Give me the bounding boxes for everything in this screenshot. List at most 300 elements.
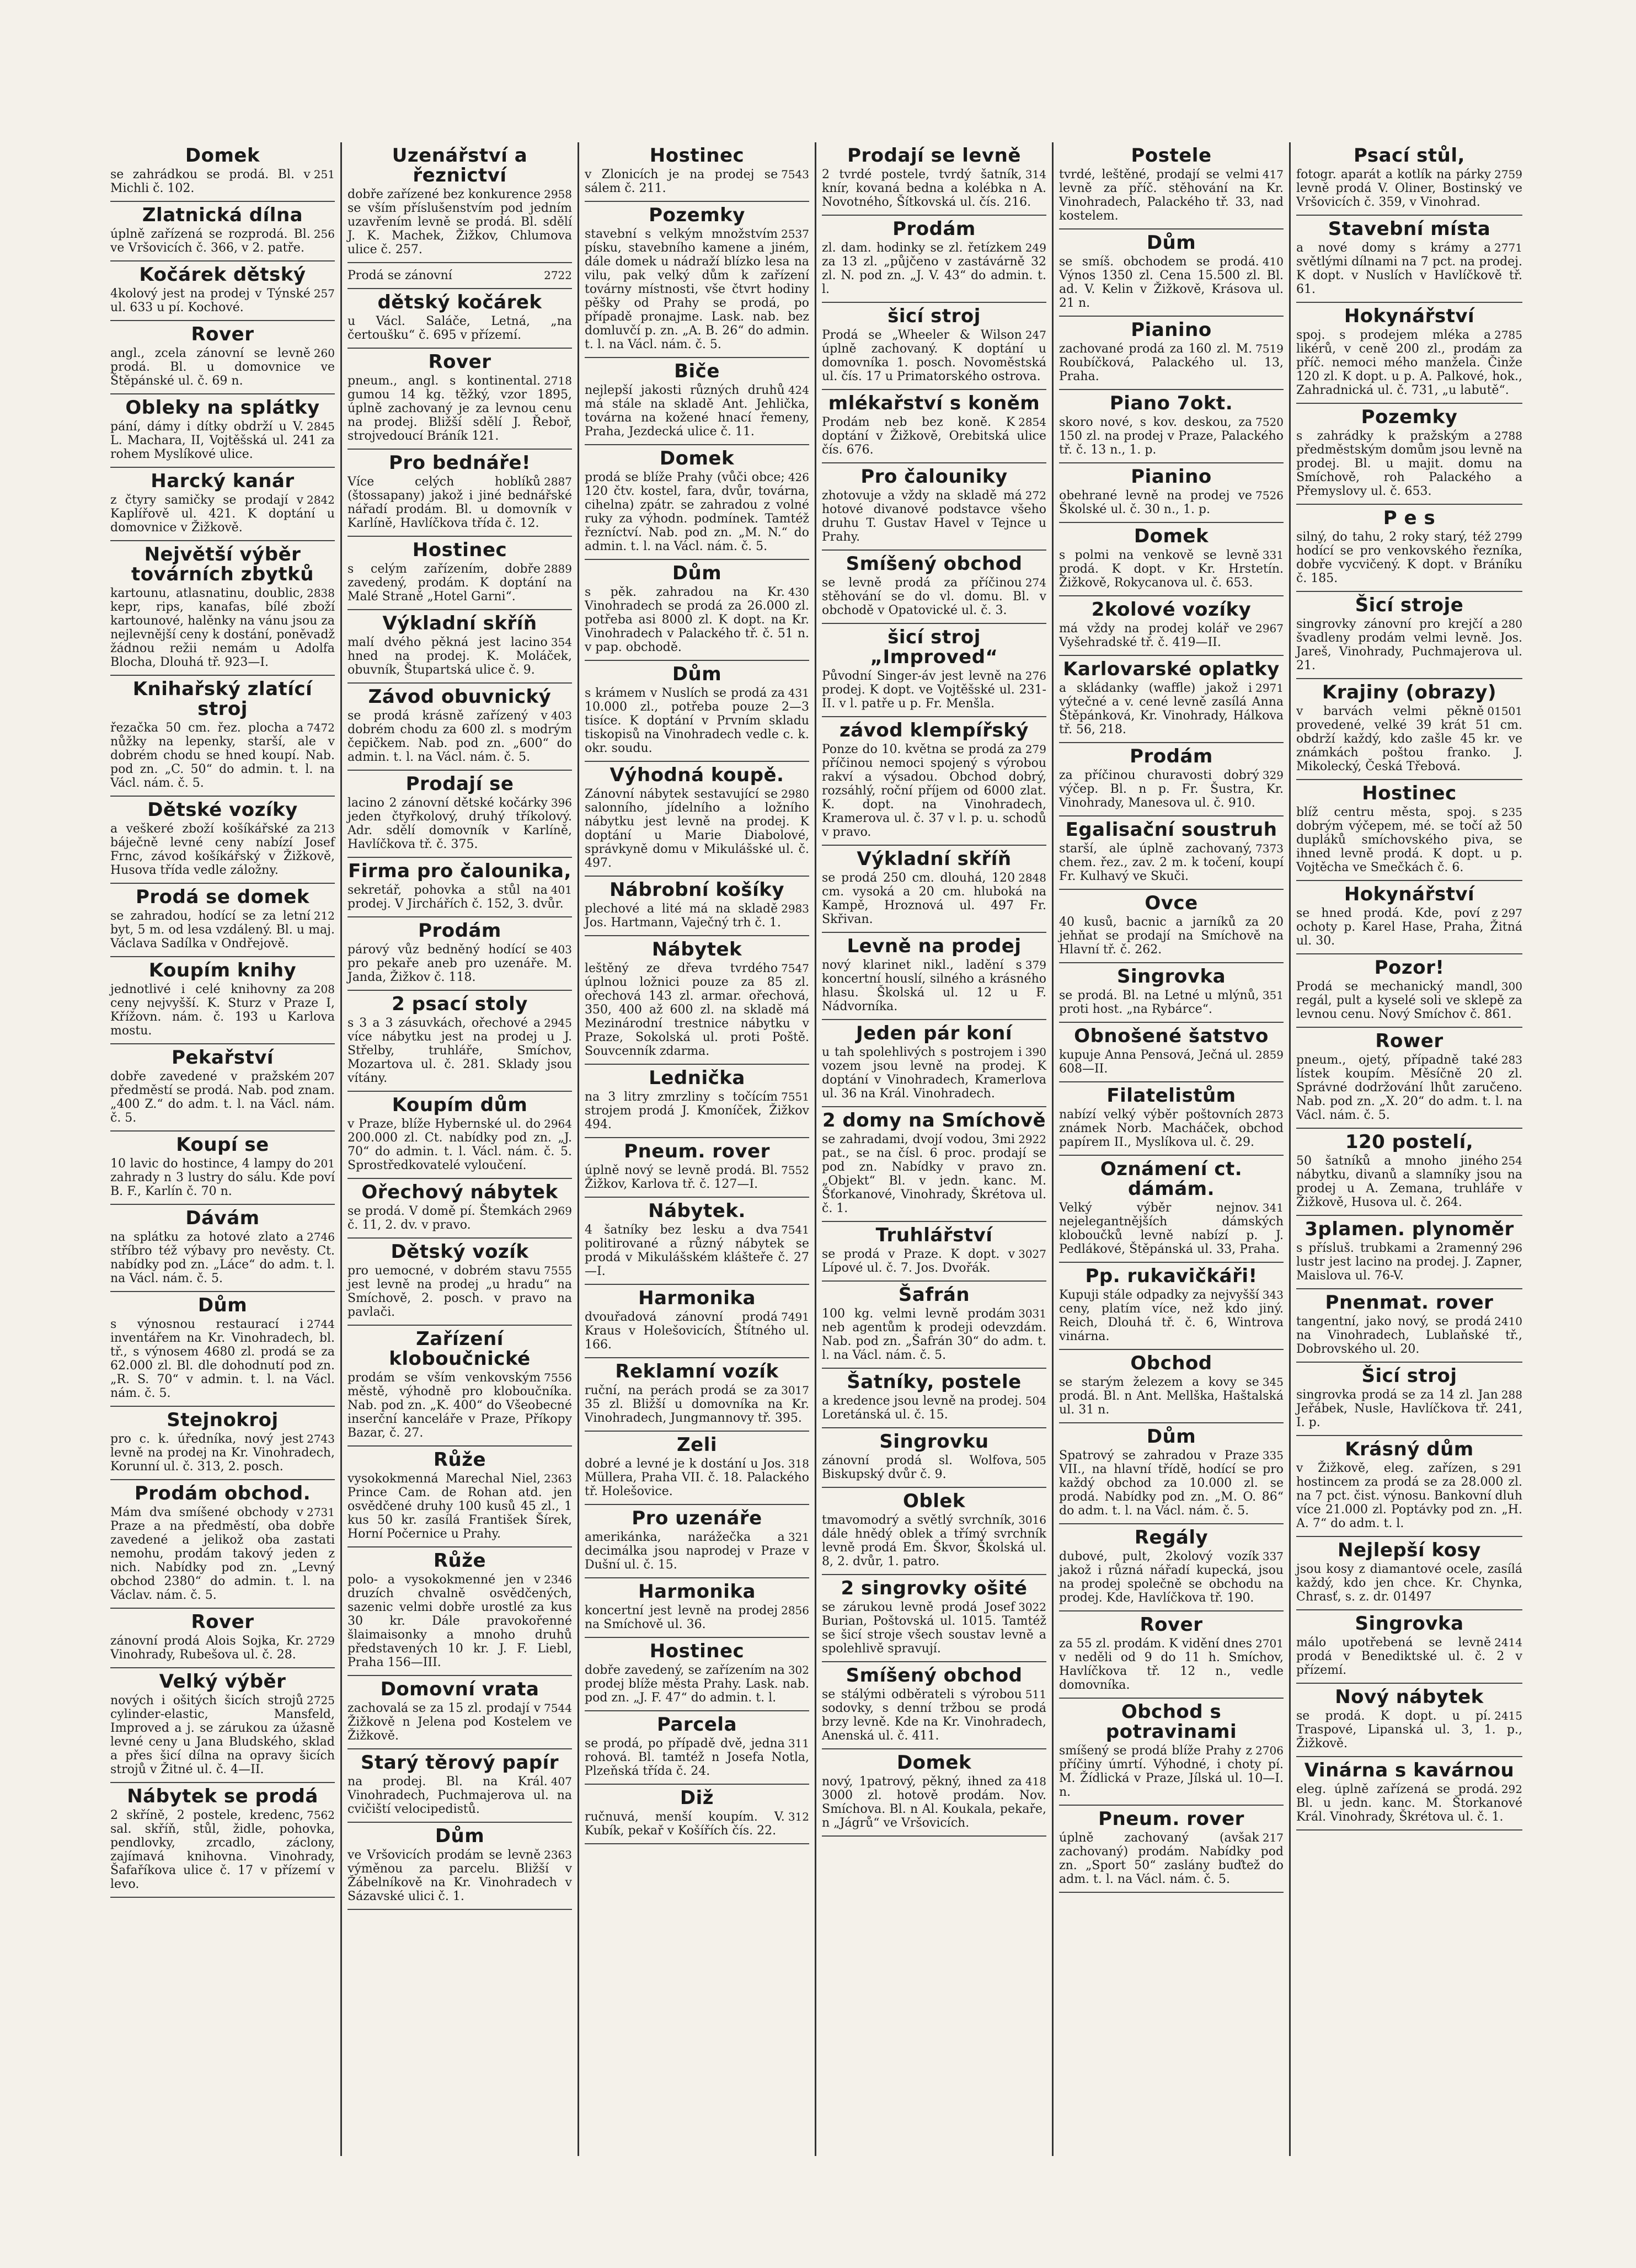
ad-title: Rover <box>1140 1614 1203 1636</box>
ad-number: 7491 <box>781 1310 809 1324</box>
ad-text: prodá se blíže Prahy (vůči obce; 120 čtv. kostel, fara, dvůr, továrna, cihelna) zpátr. se zahradou z volné ruky za výhodn. podmínek. Tamtéž řezníctví. Nab. pod zn. „M. N.“ do admin. t. l. na Václ. nám. č. 5. <box>585 471 809 553</box>
ad-number: 2958 <box>544 188 572 201</box>
ad-text: dobře zavedený, se zařízením na prodej blíže města Prahy. Lask. nab. pod zn. „J. F. 47“ do admin. t. l. <box>585 1663 809 1705</box>
ad-body <box>1059 915 1284 957</box>
ad-text: s zahrádky k pražským a předměstským domům jsou levně na prodej. Bl. u majit. domu na Smíchově, roh Palackého a Přemyslovy ul. č. 653. <box>1296 429 1522 498</box>
ad-title: 2kolové vozíky <box>1091 599 1252 621</box>
ad-title: Prodá se domek <box>135 886 310 908</box>
ad-number: 274 <box>1025 576 1046 589</box>
ad-body <box>347 943 572 984</box>
ad-title: Smíšený obchod <box>846 1664 1023 1687</box>
ad-title: Piano 7okt. <box>1109 392 1233 414</box>
ad-title: Oblek <box>902 1490 966 1512</box>
ad-number: 2415 <box>1494 1709 1522 1722</box>
ad-title: Dům <box>1146 232 1196 254</box>
classified-ad <box>822 1575 1046 1662</box>
ad-body <box>585 962 809 1058</box>
ad-text: pneum., ojetý, případně také lístek koupím. Měsíčně 20 zl. Správné dodržování lhůt zaručeno. Nab. pod zn. „X. 20“ do adm. t. l. na Václ. nám. č. 5. <box>1296 1053 1522 1122</box>
ad-body <box>822 1454 1046 1481</box>
column-5 <box>1054 142 1291 2156</box>
ad-number: 2854 <box>1018 415 1046 429</box>
ad-text: vysokokmenná Marechal Niel, Prince Cam. de Rohan atd. jen osvědčené druhy 100 kusů 45 zl., 1 kus 50 kr. zasílá František Šírek, Horní Počernice u Prahy. <box>347 1472 572 1541</box>
ad-title: Egalisační soustruh <box>1065 819 1277 841</box>
ad-number: 331 <box>1262 548 1284 562</box>
classified-ad <box>110 1783 335 1898</box>
ad-body <box>585 1310 809 1352</box>
ad-number: 2859 <box>1255 1048 1284 1061</box>
ad-text: se prodá krásně zařízený v dobrém chodu za 600 zl. s modrým čepičkem. Nab. pod zn. „600“ do admin. t. l. na Václ. nám. č. 5. <box>347 709 572 764</box>
ad-body <box>822 328 1046 383</box>
ad-number: 2785 <box>1494 328 1522 341</box>
ad-text: prodám se vším venkovským městě, výhodně pro kloboučníka. Nab. pod zn. „K. 400“ do Všeobecné inserční kanceláře v Praze, Příkopy Bazar, č. 27. <box>347 1371 572 1440</box>
ad-text: dobře zavedené v pražském předměstí se prodá. Nab. pod znam. „400 Z.“ do adm. t. l. na Václ. nám. č. 5. <box>110 1070 335 1125</box>
ad-title: Psací stůl, <box>1354 145 1465 167</box>
ad-number: 2744 <box>307 1317 335 1331</box>
ad-title: Pozor! <box>1374 957 1445 979</box>
ad-title: 2 singrovky ošité <box>841 1577 1028 1599</box>
ad-number: 2718 <box>544 374 572 387</box>
ad-number: 7562 <box>307 1808 335 1822</box>
classified-ad <box>347 1239 572 1326</box>
ad-body <box>347 269 572 282</box>
ad-title: Pianino <box>1131 319 1212 341</box>
ad-body <box>585 471 809 553</box>
ad-text: s přísluš. trubkami a 2ramenný lustr jest lacino na prodej. J. Zapner, Maislova ul. 76-V. <box>1296 1241 1522 1283</box>
ad-number: 417 <box>1262 168 1284 181</box>
ad-body <box>347 709 572 764</box>
ad-text: úplně zařízená se rozprodá. Bl. ve Vršovicích č. 366, v 2. patře. <box>110 227 311 255</box>
ad-number: 424 <box>788 383 809 397</box>
ad-number: 2725 <box>307 1694 335 1707</box>
ad-text: zachovalá se za 15 zl. prodají v Žižkově n Jelena pod Kostelem ve Žižkově. <box>347 1701 572 1743</box>
ad-text: 4 šatníky bez lesku a dva politirované a různý nábytek se prodá v Mikulášském klášteře č. 27—I. <box>585 1223 809 1278</box>
ad-number: 401 <box>550 883 572 896</box>
ad-text: eleg. úplně zařízená se prodá. Bl. u jedn. kanc. M. Štorkanové Král. Vinohrady, Škrétova ul. č. 1. <box>1296 1783 1522 1824</box>
classified-ad <box>347 991 572 1092</box>
ad-body <box>822 1247 1046 1275</box>
ad-title: Obchod <box>1130 1352 1212 1374</box>
ad-number: 260 <box>313 346 335 360</box>
classified-ad <box>110 262 335 321</box>
ad-body <box>1059 548 1284 590</box>
ad-title: Výhodná koupě. <box>610 764 784 786</box>
ad-number: 276 <box>1025 669 1046 682</box>
ad-text: Prodá se zánovní <box>347 269 452 282</box>
ad-title: Hostinec <box>412 539 507 561</box>
ad-body <box>347 1264 572 1319</box>
ad-title: mlékařství s koněm <box>828 392 1040 414</box>
ad-body <box>110 1070 335 1125</box>
ad-number: 292 <box>1501 1783 1522 1796</box>
ad-text: obehrané levně na prodej ve Školské ul. č. 30 n., 1. p. <box>1059 489 1253 516</box>
classified-ad <box>347 610 572 684</box>
ad-text: v Žižkově, eleg. zařízen, s hostincem za prodá se za 28.000 zl. na 7 pct. čist. výnosu. Bankovní dluh více 21.000 zl. Poptávky pod zn. „H. A. 7“ do adm. t. l. <box>1296 1461 1522 1530</box>
classified-ad <box>1296 142 1522 216</box>
ad-number: 351 <box>1262 989 1284 1002</box>
ad-title: Kočárek dětský <box>139 264 306 286</box>
classified-ad <box>1296 303 1522 404</box>
ad-title: Regály <box>1134 1527 1209 1549</box>
classified-ad <box>1059 142 1284 230</box>
ad-body <box>110 493 335 535</box>
classified-ad <box>110 1668 335 1783</box>
ad-title: Zlatnická dílna <box>142 204 303 226</box>
classified-ad <box>1296 881 1522 954</box>
ad-number: 2346 <box>544 1573 572 1586</box>
classified-ad <box>347 263 572 289</box>
ad-title: Truhlářství <box>875 1224 993 1246</box>
ad-number: 257 <box>313 287 335 300</box>
ad-number: 2729 <box>307 1634 335 1647</box>
ad-body <box>347 1117 572 1172</box>
ad-title: Obleky na splátky <box>125 397 320 419</box>
classified-ad <box>1296 954 1522 1028</box>
ad-text: nový klarinet nikl., ladění s koncertní houslí, silného a krásného hlasu. Školská ul. 12 u F. Nádvorníka. <box>822 958 1046 1013</box>
ad-text: silný, do tahu, 2 roky starý, též hodící se pro venkovského řezníka, dobře vycvičený. K dopt. v Bráníku č. 185. <box>1296 530 1522 585</box>
ad-text: z čtyry samičky se prodají v Kaplířově ul. 421. K doptání u domovnice v Žižkově. <box>110 493 335 535</box>
ad-title: Šicí stroj <box>1361 1365 1457 1387</box>
classified-ad <box>347 1179 572 1239</box>
ad-title: Růže <box>433 1449 486 1471</box>
ad-body <box>110 1634 335 1662</box>
ad-title: Prodají se levně <box>847 145 1021 167</box>
ad-text: kartounu, atlasnatinu, doublic, kepr, rips, kanafas, bílé zboží kartounové, halěnky na vánu jsou za nejlevnější ceny k dostání, poněvadž žádnou režii nemám u Adolfa Blocha, Dlouhá tř. 923—I. <box>110 586 335 669</box>
ad-number: 208 <box>313 983 335 996</box>
ad-number: 2743 <box>307 1432 335 1445</box>
ad-title: Diž <box>680 1787 714 1809</box>
ad-text: se zárukou levně prodá Josef Burian, Poštovská ul. 1015. Tamtéž se šicí stroje všech soustav levně a spolehlivě spravují. <box>822 1600 1046 1656</box>
ad-body <box>110 1808 335 1891</box>
ad-text: na splátku za hotové zlato a stříbro též výbavy pro nevěsty. Ct. nabídky pod zn. „Láce“ do adm. t. l. na Václ. nám. č. 5. <box>110 1230 335 1285</box>
ad-text: Mám dva smíšené obchody v Praze a na předměstí, oba dobře zavedené a jelikož oba zastati nemohu, prodám takový jeden z nich. Nabídky pod zn. „Levný obchod 2380“ do admin. t. l. na Václav. nám. č. 5. <box>110 1506 335 1602</box>
ad-title: Pekařství <box>171 1047 274 1069</box>
classified-ad <box>110 541 335 676</box>
classified-ad <box>1059 743 1284 817</box>
classified-ad <box>822 216 1046 303</box>
classified-ad <box>110 468 335 541</box>
ad-number: 3027 <box>1018 1247 1046 1261</box>
classified-ad <box>110 1407 335 1480</box>
classified-ad <box>1059 1350 1284 1423</box>
ad-title: Smíšený obchod <box>846 553 1023 575</box>
ad-text: zachované prodá za 160 zl. M. Roubíčková, Palackého ul. 13, Praha. <box>1059 342 1284 383</box>
ad-title: Dětské vozíky <box>147 799 298 821</box>
ad-number: 2746 <box>307 1230 335 1244</box>
classified-ad <box>110 1044 335 1132</box>
classified-ad <box>822 1488 1046 1575</box>
ad-title: Hostinec <box>1362 782 1457 804</box>
ad-body <box>1296 906 1522 948</box>
ad-text: zl. dam. hodinky se zl. řetízkem za 13 zl. „půjčeno v zastávárně 32 zl. N. pod zn. „J. V. 43“ do admin. t. l. <box>822 241 1046 296</box>
ad-body <box>585 1164 809 1191</box>
ad-body <box>1296 1562 1522 1604</box>
ad-number: 279 <box>1025 743 1046 756</box>
ad-body <box>585 1530 809 1572</box>
ad-number: 2799 <box>1494 530 1522 543</box>
classified-ad <box>110 1480 335 1609</box>
ad-number: 7544 <box>544 1701 572 1715</box>
classified-ad <box>822 303 1046 390</box>
classified-ad <box>1059 523 1284 596</box>
ad-body <box>1059 1201 1284 1256</box>
ad-text: ruční, na perách prodá se za 35 zl. Bližší u domovníka na Kr. Vinohradech, Jungmannovy tř. 395. <box>585 1384 809 1425</box>
classified-ad <box>347 450 572 537</box>
ad-text: na prodej. Bl. na Král. Vinohradech, Puchmajerova ul. na cvičiští velocipedistů. <box>347 1775 572 1816</box>
ad-title: Filatelistům <box>1106 1085 1236 1107</box>
ad-body <box>110 287 335 314</box>
ad-body <box>347 796 572 851</box>
ad-number: 235 <box>1501 805 1522 819</box>
classified-ad <box>110 797 335 884</box>
ad-number: 7556 <box>544 1371 572 1384</box>
ad-text: a skládanky (waffle) jakož i výtečné a v. cené levně zasílá Anna Štěpánková, Kr. Vinohrady, Hálkova tř. 56, 218. <box>1059 681 1284 737</box>
ad-title: Pnenmat. rover <box>1325 1292 1494 1314</box>
ad-title: závod klempířský <box>840 719 1029 741</box>
classified-ad <box>822 624 1046 717</box>
classified-ad <box>347 1676 572 1749</box>
ad-text: leštěný ze dřeva tvrdého úplnou ložnici pouze za 85 zl. ořechová 143 zl. armar. ořechová, 350, 400 až 600 zl. na skladě má Mezinárodní trestnice nábytku v Praze, Sokolská ul. proti Poště. Souvcenník zdarma. <box>585 962 809 1058</box>
ad-body <box>347 636 572 677</box>
ad-body <box>1059 415 1284 457</box>
classified-ad <box>585 1711 809 1785</box>
ad-title: Pneum. rover <box>1098 1808 1244 1830</box>
ad-body <box>110 227 335 255</box>
ad-title: Singrovku <box>879 1431 989 1453</box>
ad-text: u Václ. Saláče, Letná, „na čertoušku“ č. 695 v přízemí. <box>347 314 572 342</box>
classified-ad <box>1059 230 1284 317</box>
ad-number: 2731 <box>307 1506 335 1519</box>
ad-number: 2771 <box>1494 241 1522 254</box>
ad-title: Koupím knihy <box>148 959 297 981</box>
ad-text: a kredence jsou levně na prodej. Loretánská ul. č. 15. <box>822 1394 1022 1422</box>
ad-text: kupuje Anna Pensová, Ječná ul. 608—II. <box>1059 1048 1253 1076</box>
ad-body <box>585 686 809 755</box>
ad-title: Domek <box>185 145 260 167</box>
ad-number: 2964 <box>544 1117 572 1130</box>
ad-title: Singrovka <box>1116 965 1226 988</box>
column-4 <box>816 142 1054 2156</box>
classified-ad <box>1296 1028 1522 1129</box>
ad-number: 2945 <box>544 1016 572 1029</box>
ad-body <box>1059 1048 1284 1076</box>
classified-ad <box>1059 1263 1284 1350</box>
ad-title: dětský kočárek <box>377 291 542 313</box>
ad-number: 212 <box>313 909 335 922</box>
ad-text: stavební s velkým množstvím písku, stavebního kamene a jiném, dále domek u nádraží blízko lesa na vilu, pak velký dům k zařízení továrny místnosti, vše čtvrt hodiny pěšky od Prahy se prodá, po případě pronajme. Lask. nab. bez domluvčí p. zn. „A. B. 26“ do admin. t. l. na Václ. nám. č. 5. <box>585 227 809 351</box>
ad-title: Hostinec <box>649 145 745 167</box>
classified-ad <box>347 1447 572 1547</box>
ad-number: 2838 <box>307 586 335 600</box>
ad-text: a nové domy s krámy a světlými dílnami na 7 pct. na prodej. K dopt. v Nuslích v Havlíčkově tř. 61. <box>1296 241 1522 296</box>
ad-title: Prodám obchod. <box>134 1482 311 1504</box>
ad-title: Harmonika <box>638 1581 756 1603</box>
ad-text: a veškeré zboží košíkářské za báječně levné ceny nabízí Josef Frnc, závod košíkářský v Žižkově, Husova třída vedle záložny. <box>110 822 335 877</box>
classified-ad <box>585 1358 809 1432</box>
ad-number: 343 <box>1262 1288 1284 1301</box>
classified-ad <box>822 846 1046 933</box>
ad-title: Ořechový nábytek <box>361 1181 558 1203</box>
ad-text: polo- a vysokokmenné jen v druzích chvalně osvědčených, sazenic velmi dobře urostlé za kus 30 kr. Dále pravokořenné šlaimaisonky a mnoho druhů představených 10 kr. J. F. Liebl, Praha 156—III. <box>347 1573 572 1669</box>
classified-ad <box>110 676 335 797</box>
ad-body <box>347 1701 572 1743</box>
classified-ad <box>1296 1363 1522 1436</box>
ad-number: 403 <box>550 943 572 956</box>
ad-text: 4kolový jest na prodej v Týnské ul. 633 u pí. Kochové. <box>110 287 311 314</box>
ad-body <box>822 168 1046 209</box>
ad-number: 426 <box>788 471 809 484</box>
ad-title: 2 psací stoly <box>392 993 528 1015</box>
ad-body <box>1059 1831 1284 1886</box>
ad-text: s krámem v Nuslích se prodá za 10.000 zl., potřeba pouze 2—3 tisíce. K doptání v Prvním skladu tiskopisů na Vinohradech vedle c. k. okr. soudu. <box>585 686 809 755</box>
classified-ad <box>822 1222 1046 1282</box>
ad-text: zánovní prodá sl. Wolfova, Biskupský dvůr č. 9. <box>822 1454 1022 1481</box>
ad-title: Pro bednáře! <box>388 452 531 474</box>
ad-body <box>585 1810 809 1838</box>
ad-body <box>585 585 809 654</box>
ad-body <box>1296 617 1522 673</box>
ad-title: Starý těrový papír <box>360 1752 559 1774</box>
ad-title: Harmonika <box>638 1287 756 1309</box>
ad-number: 2537 <box>781 227 809 241</box>
column-2 <box>342 142 579 2156</box>
ad-title: Dům <box>1146 1426 1196 1448</box>
column-1 <box>105 142 342 2156</box>
column-6 <box>1291 142 1528 2156</box>
ad-number: 300 <box>1501 980 1522 993</box>
classified-ad <box>110 884 335 957</box>
classified-ad <box>1059 817 1284 890</box>
classified-ad <box>1296 1216 1522 1289</box>
classified-ad <box>585 762 809 877</box>
ad-number: 2788 <box>1494 429 1522 442</box>
ad-title: Koupím dům <box>392 1094 528 1116</box>
ad-body <box>585 1663 809 1705</box>
ad-number: 504 <box>1025 1394 1046 1407</box>
ad-body <box>110 983 335 1038</box>
ad-body <box>347 1204 572 1232</box>
classified-ad <box>1059 1082 1284 1156</box>
ad-number: 2706 <box>1255 1744 1284 1757</box>
ad-number: 7526 <box>1255 489 1284 502</box>
ad-number: 2856 <box>781 1604 809 1617</box>
ad-body <box>1059 622 1284 649</box>
ad-body <box>347 1775 572 1816</box>
ad-body <box>822 958 1046 1013</box>
ad-body <box>347 314 572 342</box>
ad-text: tangentní, jako nový, se prodá na Vinohradech, Lublaňské tř., Dobrovského ul. 20. <box>1296 1315 1522 1356</box>
ad-text: skoro nové, s kov. deskou, za 150 zl. na prodej v Praze, Palackého tř. č. 13 n., 1. p. <box>1059 415 1284 457</box>
ad-number: 7547 <box>781 962 809 975</box>
ad-text: starší, ale úplně zachovaný, chem. řez., zav. 2 m. k točení, koupí Fr. Kulhavý ve Skuči. <box>1059 842 1284 883</box>
ad-text: tvrdé, leštěné, prodají se velmi levně za příč. stěhování na Kr. Vinohradech, Palackého tř. 33, nad kostelem. <box>1059 168 1284 223</box>
ad-title: Zařízení kloboučnické <box>389 1328 531 1370</box>
ad-body <box>1059 842 1284 883</box>
ad-number: 430 <box>788 585 809 599</box>
ad-title: Stejnokroj <box>167 1409 279 1431</box>
ad-title: Hokynářství <box>1344 883 1475 905</box>
ad-title: Domek <box>659 447 735 469</box>
ad-title: Pp. rukavičkáři! <box>1085 1265 1258 1287</box>
ad-text: tmavomodrý a světlý svrchník, dále hnědý oblek a třímý svrchník levně prodá Em. Škvor, Školská ul. 8, 2. dvůr, 1. patro. <box>822 1513 1046 1568</box>
ad-title: P e s <box>1383 507 1436 529</box>
ad-body <box>1296 168 1522 209</box>
ad-number: 251 <box>313 168 335 181</box>
ad-body <box>822 1513 1046 1568</box>
ad-body <box>585 383 809 439</box>
classified-ad <box>1059 317 1284 390</box>
ad-body <box>1296 241 1522 296</box>
classified-ad <box>585 202 809 358</box>
ad-title: Dětský vozík <box>391 1241 529 1263</box>
classified-ad <box>585 661 809 762</box>
ad-body <box>110 909 335 951</box>
ad-body <box>347 1573 572 1669</box>
ad-body <box>822 415 1046 457</box>
ad-number: 3022 <box>1018 1600 1046 1614</box>
classified-ad <box>110 142 335 202</box>
ad-text: Prodá se „Wheeler & Wilson úplně zachovaný. K doptání u domovníka 1. posch. Novoměstská ul. čís. 17 u Primatorského ostrova. <box>822 328 1046 383</box>
ad-title: Pianino <box>1131 466 1212 488</box>
ad-body <box>1296 1461 1522 1530</box>
ad-number: 7520 <box>1255 415 1284 429</box>
ad-text: zhotovuje a vždy na skladě má hotové divanové podstavce všeho druhu T. Gustav Havel v Tejnce u Prahy. <box>822 489 1046 544</box>
classified-ad <box>110 1205 335 1292</box>
ad-text: dobře zařízené bez konkurence se vším příslušenstvím pod jedním uzavřením levně se prodá. Bl. sdělí J. K. Machek, Žižkov, Chlumova ulice č. 257. <box>347 188 572 257</box>
ad-title: Nábytek se prodá <box>127 1785 318 1807</box>
classified-ad <box>1296 1537 1522 1610</box>
ad-text: singrovky zánovní pro krejčí a švadleny prodám velmi levně. Jos. Jareš, Vinohrady, Puchmajerova ul. 21. <box>1296 617 1522 673</box>
classified-ad <box>347 537 572 610</box>
ad-title: Šicí stroje <box>1355 594 1464 616</box>
ad-number: 2759 <box>1494 168 1522 181</box>
ad-title: Prodám <box>1130 745 1213 767</box>
ad-number: 3017 <box>781 1384 809 1397</box>
ad-title: Výkladní skříň <box>857 848 1012 870</box>
ad-body <box>585 1604 809 1631</box>
ad-number: 2969 <box>544 1204 572 1218</box>
ad-body <box>110 721 335 790</box>
ad-number: 217 <box>1262 1831 1284 1844</box>
classified-ad <box>822 1428 1046 1488</box>
classified-ad <box>1059 1611 1284 1699</box>
ad-title: Nábytek <box>651 938 742 960</box>
ad-number: 2845 <box>307 420 335 433</box>
classified-ad <box>347 349 572 450</box>
classified-ad <box>1296 1684 1522 1757</box>
ad-text: koncertní jest levně na prodej na Smíchově ul. 36. <box>585 1604 778 1631</box>
ad-title: Hokynářství <box>1344 305 1475 327</box>
classified-ad <box>110 957 335 1044</box>
ad-number: 2701 <box>1255 1637 1284 1650</box>
ad-body <box>1059 681 1284 737</box>
ad-number: 7552 <box>781 1164 809 1177</box>
ad-body <box>347 1016 572 1085</box>
ad-number: 345 <box>1262 1375 1284 1389</box>
ad-number: 318 <box>788 1457 809 1470</box>
ad-title: Šatníky, postele <box>847 1371 1022 1393</box>
ad-text: se prodá, po případě dvě, jedna rohová. Bl. tamtéž n Josefa Notla, Plzeňská třída č. 24. <box>585 1737 809 1778</box>
ad-body <box>585 1090 809 1132</box>
ad-number: 2410 <box>1494 1315 1522 1328</box>
classified-ad <box>585 142 809 202</box>
classified-ad <box>585 1065 809 1138</box>
ad-text: s pěk. zahradou na Kr. Vinohradech se prodá za 26.000 zl. potřeba asi 8000 zl. K dopt. na Kr. Vinohradech v Palackého tř. č. 51 n. v pap. obchodě. <box>585 585 809 654</box>
ad-text: se prodá. K dopt. u pí. Traspové, Lipanská ul. 3, 1. p., Žižkově. <box>1296 1709 1522 1751</box>
ad-text: Prodá se mechanický mandl, regál, pult a kyselé soli ve sklepě za levnou cenu. Nový Smíchov č. 861. <box>1296 980 1522 1021</box>
ad-text: Původní Singer-áv jest levně na prodej. K dopt. ve Vojtěšské ul. 231-II. v l. patře u p. Fr. Menšla. <box>822 669 1046 711</box>
column-3 <box>579 142 816 2156</box>
ad-number: 2971 <box>1255 681 1284 695</box>
